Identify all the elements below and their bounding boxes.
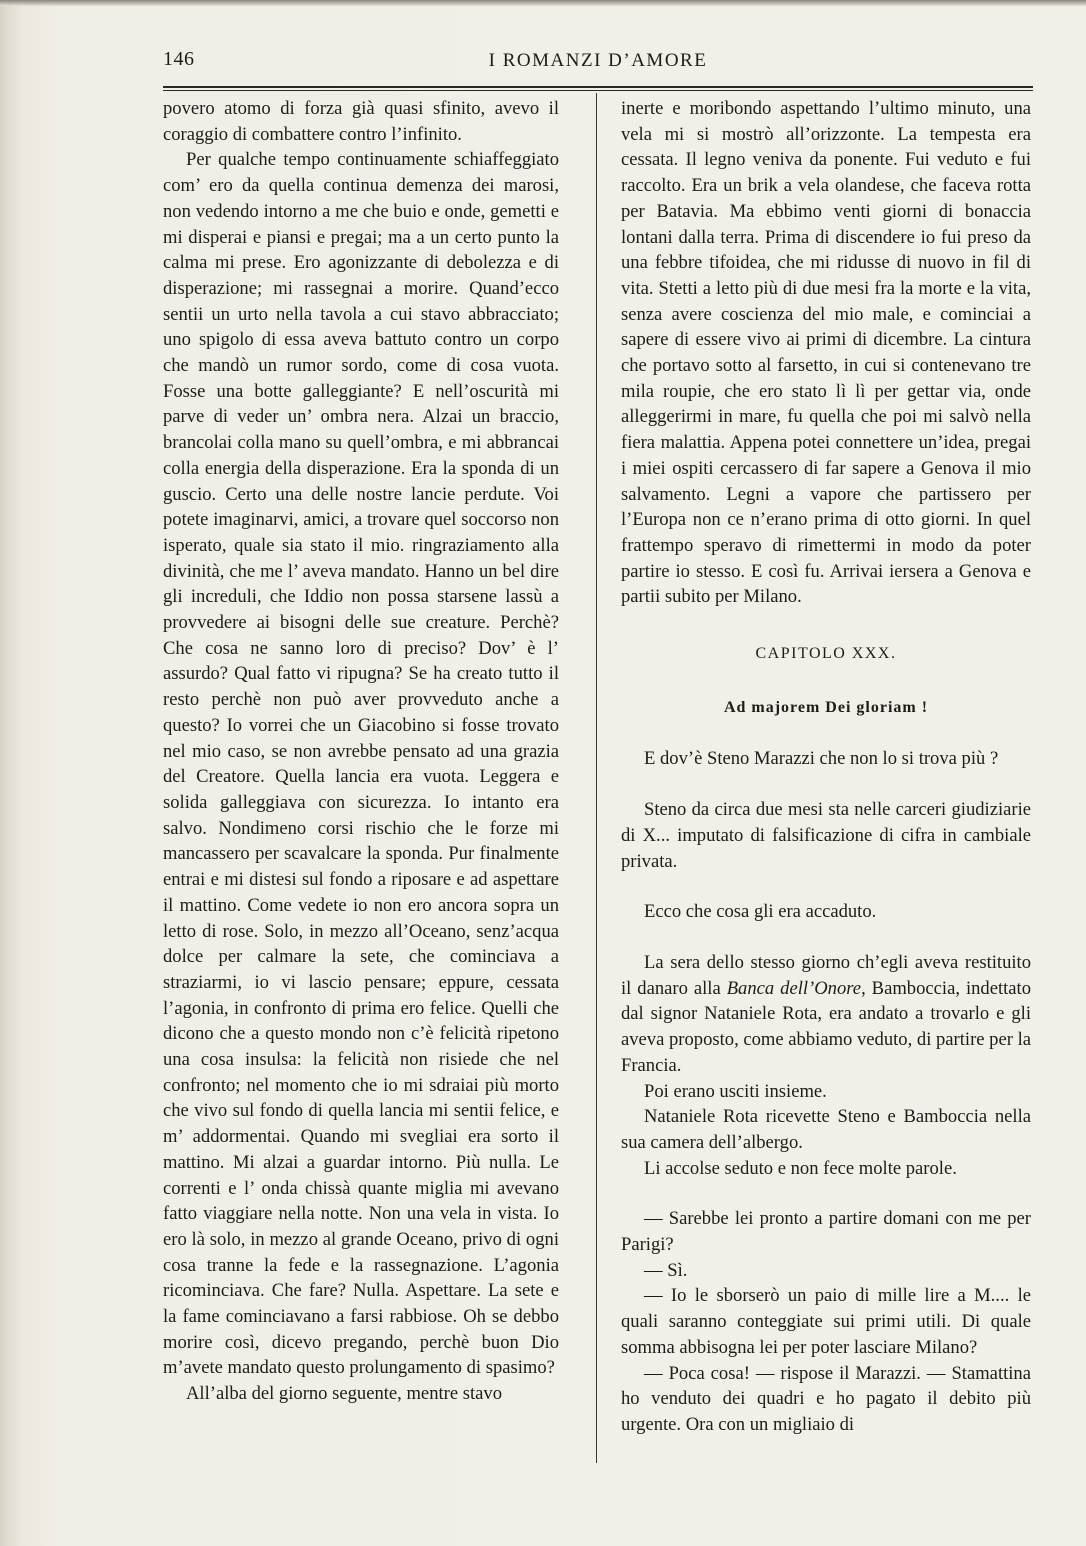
paragraph: Steno da circa due mesi sta nelle carceri giudiziarie di X... imputato di falsificazione di cifra in cambiale privata.: [621, 799, 1031, 872]
italic-title: Banca dell’Onore: [726, 977, 862, 999]
paragraph: [621, 950, 1031, 1079]
left-column: [163, 96, 559, 1407]
dialogue-line: — Poca cosa! — rispose il Marazzi. — Stamattina ho venduto dei quadri e ho pagato il debito più urgente. Ora con un migliaio di: [621, 1362, 1031, 1435]
paragraph: Ecco che cosa gli era accaduto.: [644, 901, 877, 923]
paragraph: Li accolse seduto e non fece molte parole.: [644, 1157, 957, 1179]
paragraph: Poi erano usciti insieme.: [644, 1080, 827, 1102]
column-divider: [596, 93, 597, 1463]
paragraph: Nataniele Rota ricevette Steno e Bamboccia nella sua camera dell’albergo.: [621, 1106, 1031, 1153]
paragraph-gap: [621, 874, 1031, 899]
header-rule: [163, 86, 1033, 91]
paragraph: povero atomo di forza già quasi sfinito, avevo il coraggio di combattere contro l’infinito.: [163, 98, 559, 145]
paragraph: inerte e moribondo aspettando l’ultimo minuto, una vela mi si mostrò all’orizzonte. La tempesta era cessata. Il legno veniva da ponente. Fui veduto e fui raccolto. Era un brik a vela olandese, che faceva rotta per Batavia. Ma ebbimo venti giorni di bonaccia lontani dalla terra. Prima di discendere io fui preso da una febbre tifoidea, che mi ridusse di nuovo in fil di vita. Stetti a letto più di due mesi fra la morte e la vita, senza avere coscienza del mio male, e cominciai a sapere di essere vivo ai primi di dicembre. La cintura che portavo sotto al farsetto, in cui si contenevano tre mila roupie, che ero stato lì lì per gettar via, onde alleggerirmi in mare, fu quella che poi mi salvò nella fiera malattia. Appena potei connettere un’idea, pregai i miei ospiti cercassero di far sapere a Genova il mio salvamento. Legni a vapore che partissero per l’Europa non ce n’erano prima di otto giorni. In quel frattempo speravo di rimettermi in modo da poter partire io stesso. E così fu. Arrivai iersera a Genova e partii subito per Milano.: [621, 98, 1031, 608]
running-title: I ROMANZI D’AMORE: [488, 50, 708, 71]
paragraph: Per qualche tempo continuamente schiaffeggiato com’ ero da quella continua demenza dei marosi, non vedendo intorno a me che buio e onde, gemetti e mi disperai e piansi e pregai; ma a un certo punto la calma mi prese. Ero agonizzante di debolezza e di disperazione; mi rassegnai a morire. Quand’ecco sentii un urto nella tavola a cui stavo abbracciato; uno spigolo di essa aveva battuto contro un corpo che mandò un rumor sordo, come di cosa vuota. Fosse una botte galleggiante? E nell’oscurità mi parve di veder un’ ombra nera. Alzai un braccio, brancolai colla mano su quell’ombra, e mi abbrancai colla energia della disperazione. Era la sponda di un guscio. Certo una delle nostre lancie perdute. Voi potete imaginarvi, amici, a trovare quel soccorso non isperato, quale sia stato il mio. ringraziamento alla divinità, che me l’ aveva mandato. Hanno un bel dire gli increduli, che Iddio non possa starsene lassù a provvedere ai bisogni delle sue creature. Perchè? Che cosa ne sanno loro di preciso? Dov’ è l’ assurdo? Qual fatto vi ripugna? Se ha creato tutto il resto perchè non può aver provveduto anche a questo? Io vorrei che un Giacobino si fosse trovato nel mio caso, se non avrebbe pensato ad una grazia del Creatore. Quella lancia era vuota. Leggera e solida galleggiava con sicurezza. Io intanto era salvo. Nondimeno corsi rischio che le forze mi mancassero per scavalcare la sponda. Pur finalmente entrai e mi distesi sul fondo a riposare e ad aspettare il mattino. Come vedete io non ero ancora sopra un letto di rose. Solo, in mezzo all’Oceano, senz’acqua dolce per calmare la sete, che cominciava a straziarmi, io vi lascio pensare; eppure, cessata l’agonia, in confronto di prima ero felice. Quelli che dicono che a questo mondo non c’è felicità ripetono una cosa insulsa: la felicità non risiede che nel confronto; nel momento che io mi sdraiai più morto che vivo sul fondo di quella lancia mi sentii felice, e m’ addormentai. Quando mi svegliai era sorto il mattino. Mi alzai a guardar intorno. Più nulla. Le correnti e l’ onda chissà quante miglia mi avevano fatto viaggiare nella notte. Non una vela in vista. Io ero là solo, in mezzo al grande Oceano, privo di ogni cosa tranne la fede e la rassegnazione. L’agonia ricominciava. Che fare? Nulla. Aspettare. La sete e la fame cominciavano a farsi rabbiose. Oh se debbo morire così, dicevo pregando, perchè buon Dio m’avete mandato questo prolungamento di spasimo?: [163, 149, 559, 1379]
paragraph: E dov’è Steno Marazzi che non lo si trova più ?: [644, 748, 999, 770]
right-column: [621, 96, 1031, 1438]
page-header: [163, 48, 1033, 78]
chapter-subtitle: Ad majorem Dei gloriam !: [723, 698, 929, 716]
dialogue-line: — Sì.: [644, 1259, 688, 1281]
page-top-edge: [0, 0, 1086, 6]
page-number: 146: [163, 48, 195, 70]
chapter-heading: CAPITOLO XXX.: [755, 645, 897, 663]
dialogue-line: — Sarebbe lei pronto a partire domani con me per Parigi?: [621, 1208, 1031, 1256]
paragraph-gap: [621, 772, 1031, 797]
paragraph-gap: [621, 1181, 1031, 1206]
dialogue-line: — Io le sborserò un paio di mille lire a M.... le quali saranno conteggiate sui primi utili. Di quale somma abbisogna lei per poter lasciare Milano?: [621, 1285, 1031, 1358]
paragraph-gap: [621, 925, 1031, 950]
text-run: La sera dello stesso giorno ch’egli aveva restituito il danaro alla: [621, 951, 1031, 999]
paragraph: All’alba del giorno seguente, mentre stavo: [186, 1383, 502, 1405]
text-run: , Bamboccia, indettato dal signor Nataniele Rota, era andato a trovarlo e gli aveva proposto, come abbiamo veduto, di partire per la Francia.: [621, 977, 1032, 1076]
